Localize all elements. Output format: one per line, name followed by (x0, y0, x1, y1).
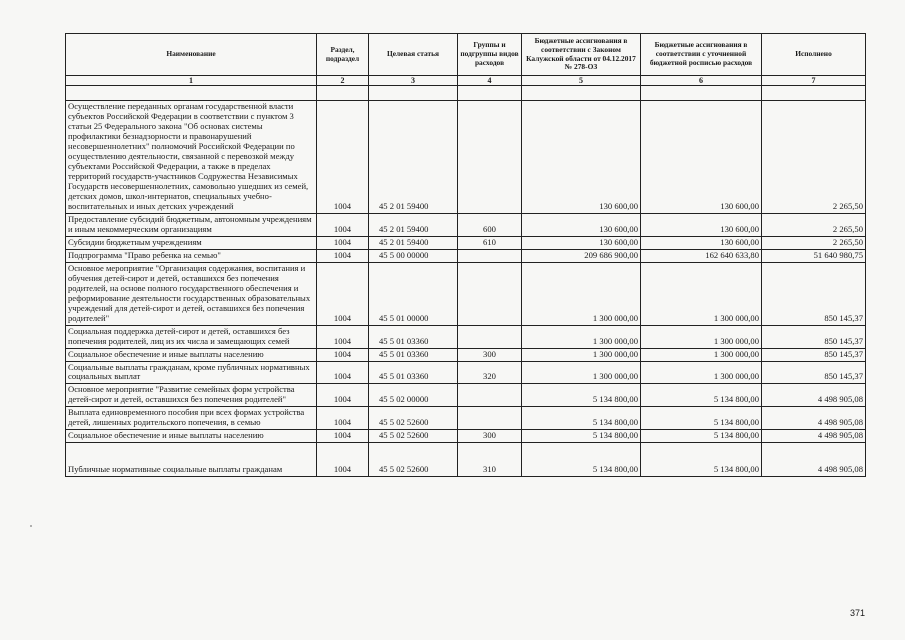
row-target: 45 5 01 03360 (369, 348, 458, 361)
row-assign-refined: 1 300 000,00 (641, 348, 762, 361)
table-row (66, 213, 866, 236)
row-executed: 2 265,50 (762, 101, 866, 214)
spacer-cell (641, 86, 762, 101)
row-assign-refined: 5 134 800,00 (641, 384, 762, 407)
row-executed: 850 145,37 (762, 325, 866, 348)
row-assign-law: 130 600,00 (522, 213, 641, 236)
header-assign-law: Бюджетные ассигнования в соответствии с Законом Калужской области от 04.12.2017 № 278-ОЗ (522, 34, 641, 76)
row-executed: 850 145,37 (762, 262, 866, 325)
row-group (458, 407, 522, 430)
spacer-cell (66, 86, 317, 101)
row-assign-law: 5 134 800,00 (522, 443, 641, 477)
row-assign-refined: 130 600,00 (641, 101, 762, 214)
row-section: 1004 (317, 249, 369, 262)
row-target: 45 2 01 59400 (369, 213, 458, 236)
budget-document (65, 33, 865, 477)
row-assign-refined: 5 134 800,00 (641, 407, 762, 430)
column-number: 6 (641, 76, 762, 86)
row-target: 45 2 01 59400 (369, 236, 458, 249)
column-number: 7 (762, 76, 866, 86)
row-executed: 51 640 980,75 (762, 249, 866, 262)
row-target: 45 2 01 59400 (369, 101, 458, 214)
row-assign-law: 5 134 800,00 (522, 430, 641, 443)
row-executed: 850 145,37 (762, 361, 866, 384)
row-name: Социальная поддержка детей-сирот и детей, оставшихся без попечения родителей, лиц из их числа и замещающих семей (66, 325, 317, 348)
row-group: 300 (458, 430, 522, 443)
budget-table (65, 33, 866, 477)
column-number: 3 (369, 76, 458, 86)
column-number: 2 (317, 76, 369, 86)
row-section: 1004 (317, 236, 369, 249)
row-name: Выплата единовременного пособия при всех формах устройства детей, лишенных родительского попечения, в семью (66, 407, 317, 430)
row-executed: 850 145,37 (762, 348, 866, 361)
row-name: Основное мероприятие "Организация содержания, воспитания и обучения детей-сирот и детей, оставшихся без попечения родителей, на основе полного государственного обеспечения и реформирование деятельности государственных образовательных учреждений для детей-сирот и детей, оставшихся без попечения родителей" (66, 262, 317, 325)
row-executed: 4 498 905,08 (762, 443, 866, 477)
row-assign-refined: 5 134 800,00 (641, 430, 762, 443)
row-group: 310 (458, 443, 522, 477)
row-executed: 2 265,50 (762, 236, 866, 249)
row-section: 1004 (317, 101, 369, 214)
row-name: Социальное обеспечение и иные выплаты населению (66, 348, 317, 361)
row-assign-law: 1 300 000,00 (522, 325, 641, 348)
header-name: Наименование (66, 34, 317, 76)
row-section: 1004 (317, 430, 369, 443)
row-assign-refined: 130 600,00 (641, 236, 762, 249)
row-name: Субсидии бюджетным учреждениям (66, 236, 317, 249)
row-name: Осуществление переданных органам государственной власти субъектов Российской Федерации в соответствии с пунктом 3 статьи 25 Федерального закона "Об основах системы профилактики безнадзорности и правонарушений несовершеннолетних" полномочий Российской Федерации по осуществлению деятельности, связанной с перевозкой между субъектами Российской Федерации, а также в пределах территорий государств-участников Содружества Независимых Государств несовершеннолетних, самовольно ушедших из семей, детских домов, школ-интернатов, специальных учебно-воспитательных и иных детских учреждений (66, 101, 317, 214)
row-assign-refined: 1 300 000,00 (641, 262, 762, 325)
row-assign-law: 5 134 800,00 (522, 407, 641, 430)
row-assign-refined: 1 300 000,00 (641, 361, 762, 384)
row-target: 45 5 01 00000 (369, 262, 458, 325)
row-group: 320 (458, 361, 522, 384)
column-number-row (66, 76, 866, 86)
row-section: 1004 (317, 361, 369, 384)
spacer-cell (317, 86, 369, 101)
table-row (66, 249, 866, 262)
spacer-cell (369, 86, 458, 101)
page-number: 371 (850, 608, 866, 618)
row-section: 1004 (317, 348, 369, 361)
row-assign-law: 5 134 800,00 (522, 384, 641, 407)
row-executed: 4 498 905,08 (762, 407, 866, 430)
row-target: 45 5 00 00000 (369, 249, 458, 262)
row-target: 45 5 02 52600 (369, 443, 458, 477)
header-target: Целевая статья (369, 34, 458, 76)
scan-artifact (30, 525, 32, 527)
table-row (66, 262, 866, 325)
header-row (66, 34, 866, 76)
header-executed: Исполнено (762, 34, 866, 76)
header-assign-refined: Бюджетные ассигнования в соответствии с уточненной бюджетной росписью расходов (641, 34, 762, 76)
row-group (458, 101, 522, 214)
spacer-cell (522, 86, 641, 101)
row-section: 1004 (317, 325, 369, 348)
column-number: 1 (66, 76, 317, 86)
row-section: 1004 (317, 213, 369, 236)
row-section: 1004 (317, 384, 369, 407)
spacer-row (66, 86, 866, 101)
header-section: Раздел, подраздел (317, 34, 369, 76)
row-assign-law: 130 600,00 (522, 236, 641, 249)
spacer-cell (458, 86, 522, 101)
table-row (66, 236, 866, 249)
table-row (66, 384, 866, 407)
row-assign-refined: 130 600,00 (641, 213, 762, 236)
row-group: 600 (458, 213, 522, 236)
row-assign-law: 130 600,00 (522, 101, 641, 214)
table-row (66, 348, 866, 361)
row-group: 610 (458, 236, 522, 249)
column-number: 5 (522, 76, 641, 86)
spacer-cell (762, 86, 866, 101)
row-target: 45 5 02 52600 (369, 407, 458, 430)
row-name: Социальное обеспечение и иные выплаты населению (66, 430, 317, 443)
row-name: Предоставление субсидий бюджетным, автономным учреждениям и иным некоммерческим организациям (66, 213, 317, 236)
row-target: 45 5 01 03360 (369, 325, 458, 348)
row-executed: 4 498 905,08 (762, 384, 866, 407)
row-assign-law: 1 300 000,00 (522, 262, 641, 325)
row-assign-law: 1 300 000,00 (522, 361, 641, 384)
table-row (66, 443, 866, 477)
column-number: 4 (458, 76, 522, 86)
table-row (66, 361, 866, 384)
table-row (66, 101, 866, 214)
table-row (66, 430, 866, 443)
table-row (66, 325, 866, 348)
row-section: 1004 (317, 407, 369, 430)
row-name: Публичные нормативные социальные выплаты гражданам (66, 443, 317, 477)
header-groups: Группы и подгруппы видов расходов (458, 34, 522, 76)
row-target: 45 5 01 03360 (369, 361, 458, 384)
row-assign-law: 209 686 900,00 (522, 249, 641, 262)
row-assign-refined: 5 134 800,00 (641, 443, 762, 477)
row-assign-refined: 1 300 000,00 (641, 325, 762, 348)
row-executed: 4 498 905,08 (762, 430, 866, 443)
row-assign-law: 1 300 000,00 (522, 348, 641, 361)
row-assign-refined: 162 640 633,80 (641, 249, 762, 262)
row-section: 1004 (317, 262, 369, 325)
row-name: Социальные выплаты гражданам, кроме публичных нормативных социальных выплат (66, 361, 317, 384)
table-row (66, 407, 866, 430)
row-section: 1004 (317, 443, 369, 477)
row-group: 300 (458, 348, 522, 361)
row-name: Подпрограмма "Право ребенка на семью" (66, 249, 317, 262)
row-executed: 2 265,50 (762, 213, 866, 236)
row-group (458, 249, 522, 262)
row-group (458, 325, 522, 348)
row-group (458, 262, 522, 325)
row-group (458, 384, 522, 407)
row-name: Основное мероприятие "Развитие семейных форм устройства детей-сирот и детей, оставшихся без попечения родителей" (66, 384, 317, 407)
row-target: 45 5 02 00000 (369, 384, 458, 407)
row-target: 45 5 02 52600 (369, 430, 458, 443)
